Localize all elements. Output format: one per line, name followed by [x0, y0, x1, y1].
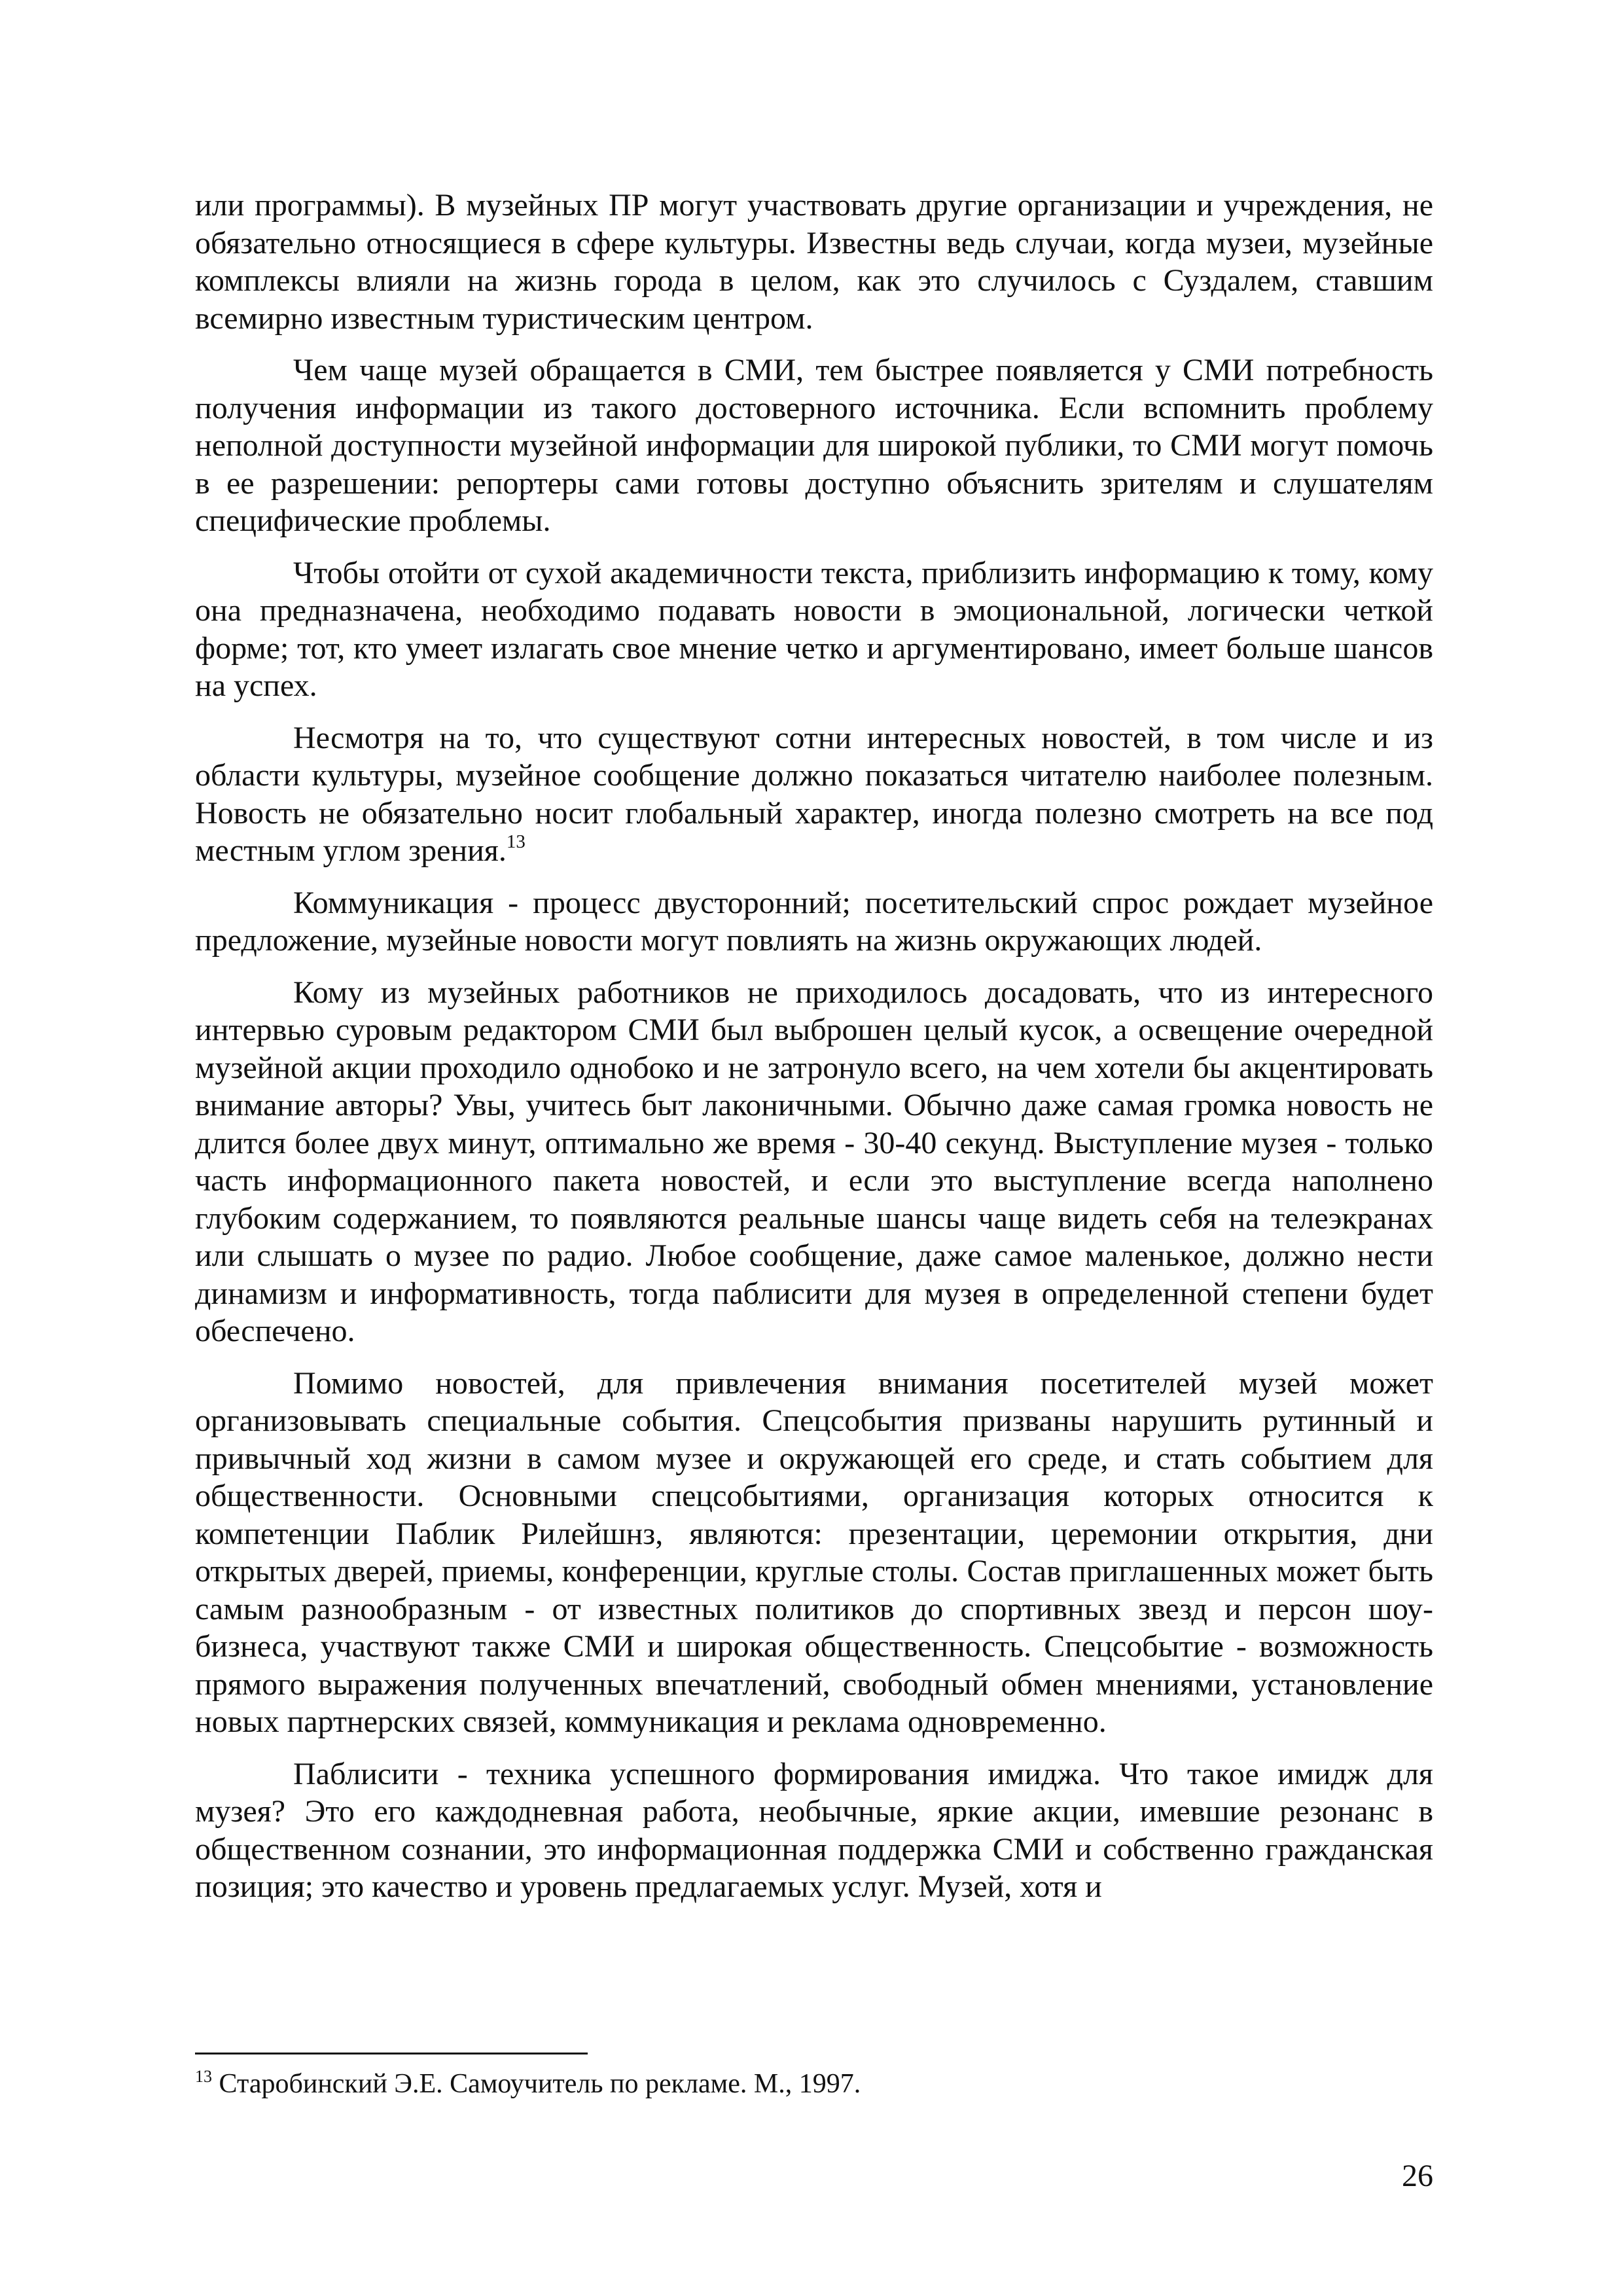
paragraph-4-text: Несмотря на то, что существуют сотни интересных новостей, в том числе и из области культуры, музейное сообщение должно показаться читателю наиболее полезным. Новость не обязательно носит глобальный характер, иногда полезно смотреть на все под местным углом зрения. — [195, 720, 1433, 868]
paragraph-5: Коммуникация - процесс двусторонний; посетительский спрос рождает музейное предложение, музейные новости могут повлиять на жизнь окружающих людей. — [195, 885, 1433, 958]
paragraph-1: или программы). В музейных ПР могут участвовать другие организации и учреждения, не обязательно относящиеся в сфере культуры. Известны ведь случаи, когда музеи, музейные комплексы влияли на жизнь города в целом, как это случилось с Суздалем, ставшим всемирно известным туристическим центром. — [195, 188, 1433, 336]
footnote-reference[interactable]: 13 — [506, 831, 526, 852]
paragraph-3: Чтобы отойти от сухой академичности текста, приблизить информацию к тому, кому она предназначена, необходимо подавать новости в эмоциональной, логически четкой форме; тот, кто умеет излагать свое мнение четко и аргументировано, имеет больше шансов на успех. — [195, 555, 1433, 703]
footnote-number: 13 — [195, 2067, 212, 2086]
paragraph-2: Чем чаще музей обращается в СМИ, тем быстрее появляется у СМИ потребность получения информации из такого достоверного источника. Если вспомнить проблему неполной доступности музейной информации для широкой публики, то СМИ могут помочь в ее разрешении: репортеры сами готовы доступно объяснить зрителям и слушателям специфические проблемы. — [195, 353, 1433, 538]
paragraph-4 — [195, 719, 1433, 870]
footnote-text: Старобинский Э.Е. Самоучитель по рекламе. М., 1997. — [212, 2069, 861, 2099]
paragraph-6: Кому из музейных работников не приходилось досадовать, что из интересного интервью суровым редактором СМИ был выброшен целый кусок, а освещение очередной музейной акции проходило однобоко и не затронуло всего, на чем хотели бы акцентировать внимание авторы? Увы, учитесь быт лаконичными. Обычно даже самая громка новость не длится более двух минут, оптимально же время - 30-40 секунд. Выступление музея - только часть информационного пакета новостей, и если это выступление всегда наполнено глубоким содержанием, то появляются реальные шансы чаще видеть себя на телеэкранах или слышать о музее по радио. Любое сообщение, даже самое маленькое, должно нести динамизм и информативность, тогда паблисити для музея в определенной степени будет обеспечено. — [195, 975, 1433, 1348]
footnote — [195, 2067, 1433, 2101]
page-number: 26 — [1402, 2159, 1433, 2193]
paragraph-8: Паблисити - техника успешного формирования имиджа. Что такое имидж для музея? Это его каждодневная работа, необычные, яркие акции, имевшие резонанс в общественном сознании, это информационная поддержка СМИ и собственно гражданская позиция; это качество и уровень предлагаемых услуг. Музей, хотя и — [195, 1756, 1433, 1904]
footnote-divider — [195, 2053, 588, 2054]
paragraph-7: Помимо новостей, для привлечения внимания посетителей музей может организовывать специальные события. Спецсобытия призваны нарушить рутинный и привычный ход жизни в самом музее и окружающей его среде, и стать событием для общественности. Основными спецсобытиями, организация которых относится к компетенции Паблик Рилейшнз, являются: презентации, церемонии открытия, дни открытых дверей, приемы, конференции, круглые столы. Состав приглашенных может быть самым разнообразным - от известных политиков до спортивных звезд и персон шоу-бизнеса, участвуют также СМИ и широкая общественность. Спецсобытие - возможность прямого выражения полученных впечатлений, свободный обмен мнениями, установление новых партнерских связей, коммуникация и реклама одновременно. — [195, 1365, 1433, 1739]
body-text — [195, 187, 1433, 1920]
